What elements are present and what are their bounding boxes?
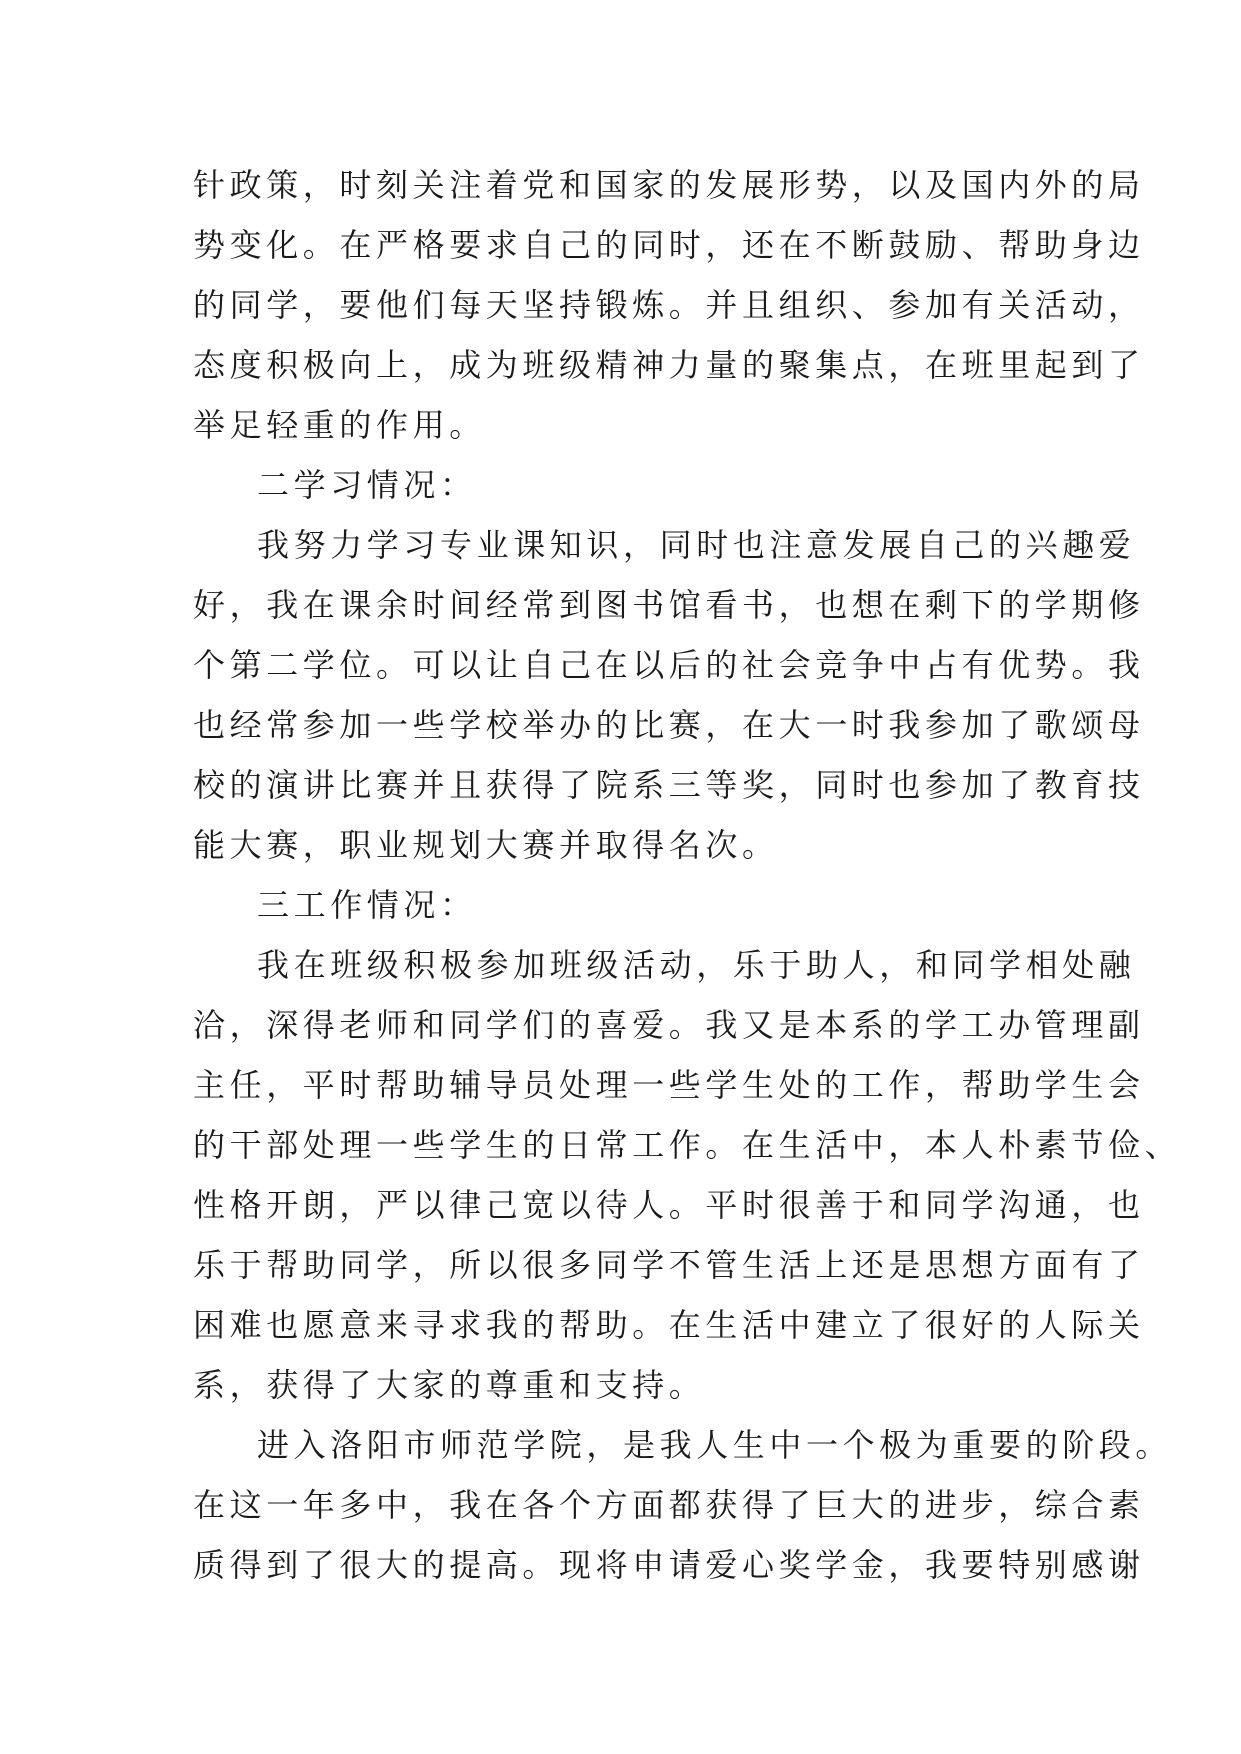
text-line: 态度积极向上，成为班级精神力量的聚集点，在班里起到了 [193, 346, 1145, 384]
text-line: 好，我在课余时间经常到图书馆看书，也想在剩下的学期修 [193, 586, 1145, 624]
section-heading-work: 三工作情况： [257, 886, 477, 924]
text-line: 也经常参加一些学校举办的比赛，在大一时我参加了歌颂母 [193, 706, 1145, 744]
text-line: 系，获得了大家的尊重和支持。 [193, 1366, 706, 1404]
text-line: 主任，平时帮助辅导员处理一些学生处的工作，帮助学生会 [193, 1066, 1145, 1104]
text-line: 在这一年多中，我在各个方面都获得了巨大的进步，综合素 [193, 1486, 1145, 1524]
text-line: 的干部处理一些学生的日常工作。在生活中，本人朴素节俭、 [193, 1126, 1182, 1164]
text-line: 校的演讲比赛并且获得了院系三等奖，同时也参加了教育技 [193, 766, 1145, 804]
text-line: 举足轻重的作用。 [193, 406, 486, 444]
text-line: 乐于帮助同学，所以很多同学不管生活上还是思想方面有了 [193, 1246, 1145, 1284]
text-line: 我努力学习专业课知识，同时也注意发展自己的兴趣爱 [257, 526, 1136, 564]
text-line: 的同学，要他们每天坚持锻炼。并且组织、参加有关活动， [193, 286, 1145, 324]
text-line: 进入洛阳市师范学院，是我人生中一个极为重要的阶段。 [257, 1426, 1173, 1464]
document-body [193, 155, 1182, 1595]
text-line: 针政策，时刻关注着党和国家的发展形势，以及国内外的局 [193, 166, 1145, 204]
text-line: 能大赛，职业规划大赛并取得名次。 [193, 826, 779, 864]
section-heading-study: 二学习情况： [257, 466, 477, 504]
text-line: 势变化。在严格要求自己的同时，还在不断鼓励、帮助身边 [193, 226, 1145, 264]
text-line: 困难也愿意来寻求我的帮助。在生活中建立了很好的人际关 [193, 1306, 1145, 1344]
text-line: 性格开朗，严以律己宽以待人。平时很善于和同学沟通，也 [193, 1186, 1145, 1224]
text-line: 我在班级积极参加班级活动，乐于助人，和同学相处融 [257, 946, 1136, 984]
text-line: 个第二学位。可以让自己在以后的社会竞争中占有优势。我 [193, 646, 1145, 684]
text-line: 洽，深得老师和同学们的喜爱。我又是本系的学工办管理副 [193, 1006, 1145, 1044]
text-line: 质得到了很大的提高。现将申请爱心奖学金，我要特别感谢 [193, 1546, 1145, 1584]
